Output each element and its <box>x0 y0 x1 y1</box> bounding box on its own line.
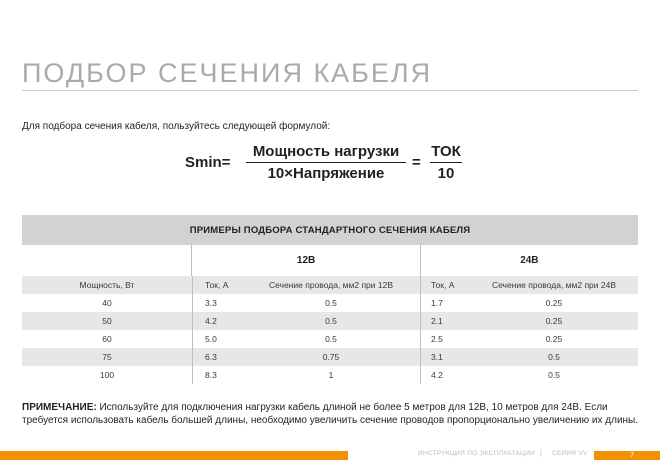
table-row <box>22 366 638 384</box>
cell-current-24v: 3.1 <box>420 348 470 366</box>
cell-current-12v: 6.3 <box>192 348 242 366</box>
formula-denominator-voltage: 10×Напряжение <box>267 165 385 182</box>
table-group-12v: 12В <box>191 245 419 276</box>
cell-current-24v: 2.1 <box>420 312 470 330</box>
cell-section-24v: 0.25 <box>545 298 563 308</box>
cable-section-table <box>22 215 638 384</box>
table-group-spacer <box>22 245 191 276</box>
cell-current-12v: 5.0 <box>192 330 242 348</box>
table-row <box>22 294 638 312</box>
table-row <box>22 330 638 348</box>
cell-current-12v: 4.2 <box>192 312 242 330</box>
cell-power: 50 <box>102 316 112 326</box>
cell-section-24v: 0.25 <box>545 334 563 344</box>
cell-section-24v: 0.5 <box>548 370 560 380</box>
intro-text: Для подбора сечения кабеля, пользуйтесь следующей формулой: <box>22 121 331 132</box>
cell-current-24v: 4.2 <box>420 366 470 384</box>
table-column-headers <box>22 276 638 294</box>
title-divider <box>22 90 638 91</box>
footer-series-name: СЕРИЯ VV <box>552 450 588 457</box>
cell-section-12v: 1 <box>328 370 334 380</box>
cell-current-24v: 1.7 <box>420 294 470 312</box>
formula-lhs: Smin= <box>185 154 231 171</box>
formula-numerator-current: ТОК <box>430 143 462 163</box>
note-label: ПРИМЕЧАНИЕ: <box>22 402 97 413</box>
cell-power: 100 <box>99 370 115 380</box>
col-header-current-12v: Ток, А <box>192 276 242 294</box>
cell-section-12v: 0.5 <box>325 316 337 326</box>
cell-power: 60 <box>102 334 112 344</box>
cell-section-12v: 0.75 <box>322 352 340 362</box>
cell-section-24v: 0.5 <box>548 352 560 362</box>
note-paragraph <box>22 401 642 427</box>
formula-denominator-ten: 10 <box>437 165 455 182</box>
formula-equals: = <box>412 154 421 171</box>
col-header-power: Мощность, Вт <box>79 280 135 290</box>
table-title: ПРИМЕРЫ ПОДБОРА СТАНДАРТНОГО СЕЧЕНИЯ КАБЕЛЯ <box>22 215 638 245</box>
cell-section-24v: 0.25 <box>545 316 563 326</box>
cable-formula <box>0 141 660 187</box>
cell-current-12v: 3.3 <box>192 294 242 312</box>
footer-separator: | <box>540 450 542 457</box>
page-title: ПОДБОР СЕЧЕНИЯ КАБЕЛЯ <box>22 58 433 88</box>
cell-section-12v: 0.5 <box>325 334 337 344</box>
page-number: 7 <box>594 451 660 460</box>
col-header-section-24v: Сечение провода, мм2 при 24В <box>491 280 617 290</box>
footer-accent-bar <box>0 451 348 460</box>
cell-section-12v: 0.5 <box>325 298 337 308</box>
cell-current-12v: 8.3 <box>192 366 242 384</box>
table-row <box>22 312 638 330</box>
cell-power: 40 <box>102 298 112 308</box>
cell-current-24v: 2.5 <box>420 330 470 348</box>
table-group-24v: 24В <box>420 245 638 276</box>
formula-fraction-power <box>246 143 406 182</box>
col-header-current-24v: Ток, А <box>420 276 470 294</box>
col-header-section-12v: Сечение провода, мм2 при 12В <box>268 280 394 290</box>
cell-power: 75 <box>102 352 112 362</box>
formula-fraction-current <box>430 143 462 182</box>
footer-document-name: ИНСТРУКЦИЯ ПО ЭКСПЛУАТАЦИИ <box>418 450 536 457</box>
table-voltage-groups <box>22 245 638 276</box>
table-row <box>22 348 638 366</box>
note-text: Используйте для подключения нагрузки кабель длиной не более 5 метров для 12В, 10 метров для 24В. Если требуется использовать кабель большей длины, необходимо увеличить сечение проводов пропорционально увеличению их длины. <box>22 402 639 426</box>
formula-numerator-power: Мощность нагрузки <box>246 143 406 163</box>
